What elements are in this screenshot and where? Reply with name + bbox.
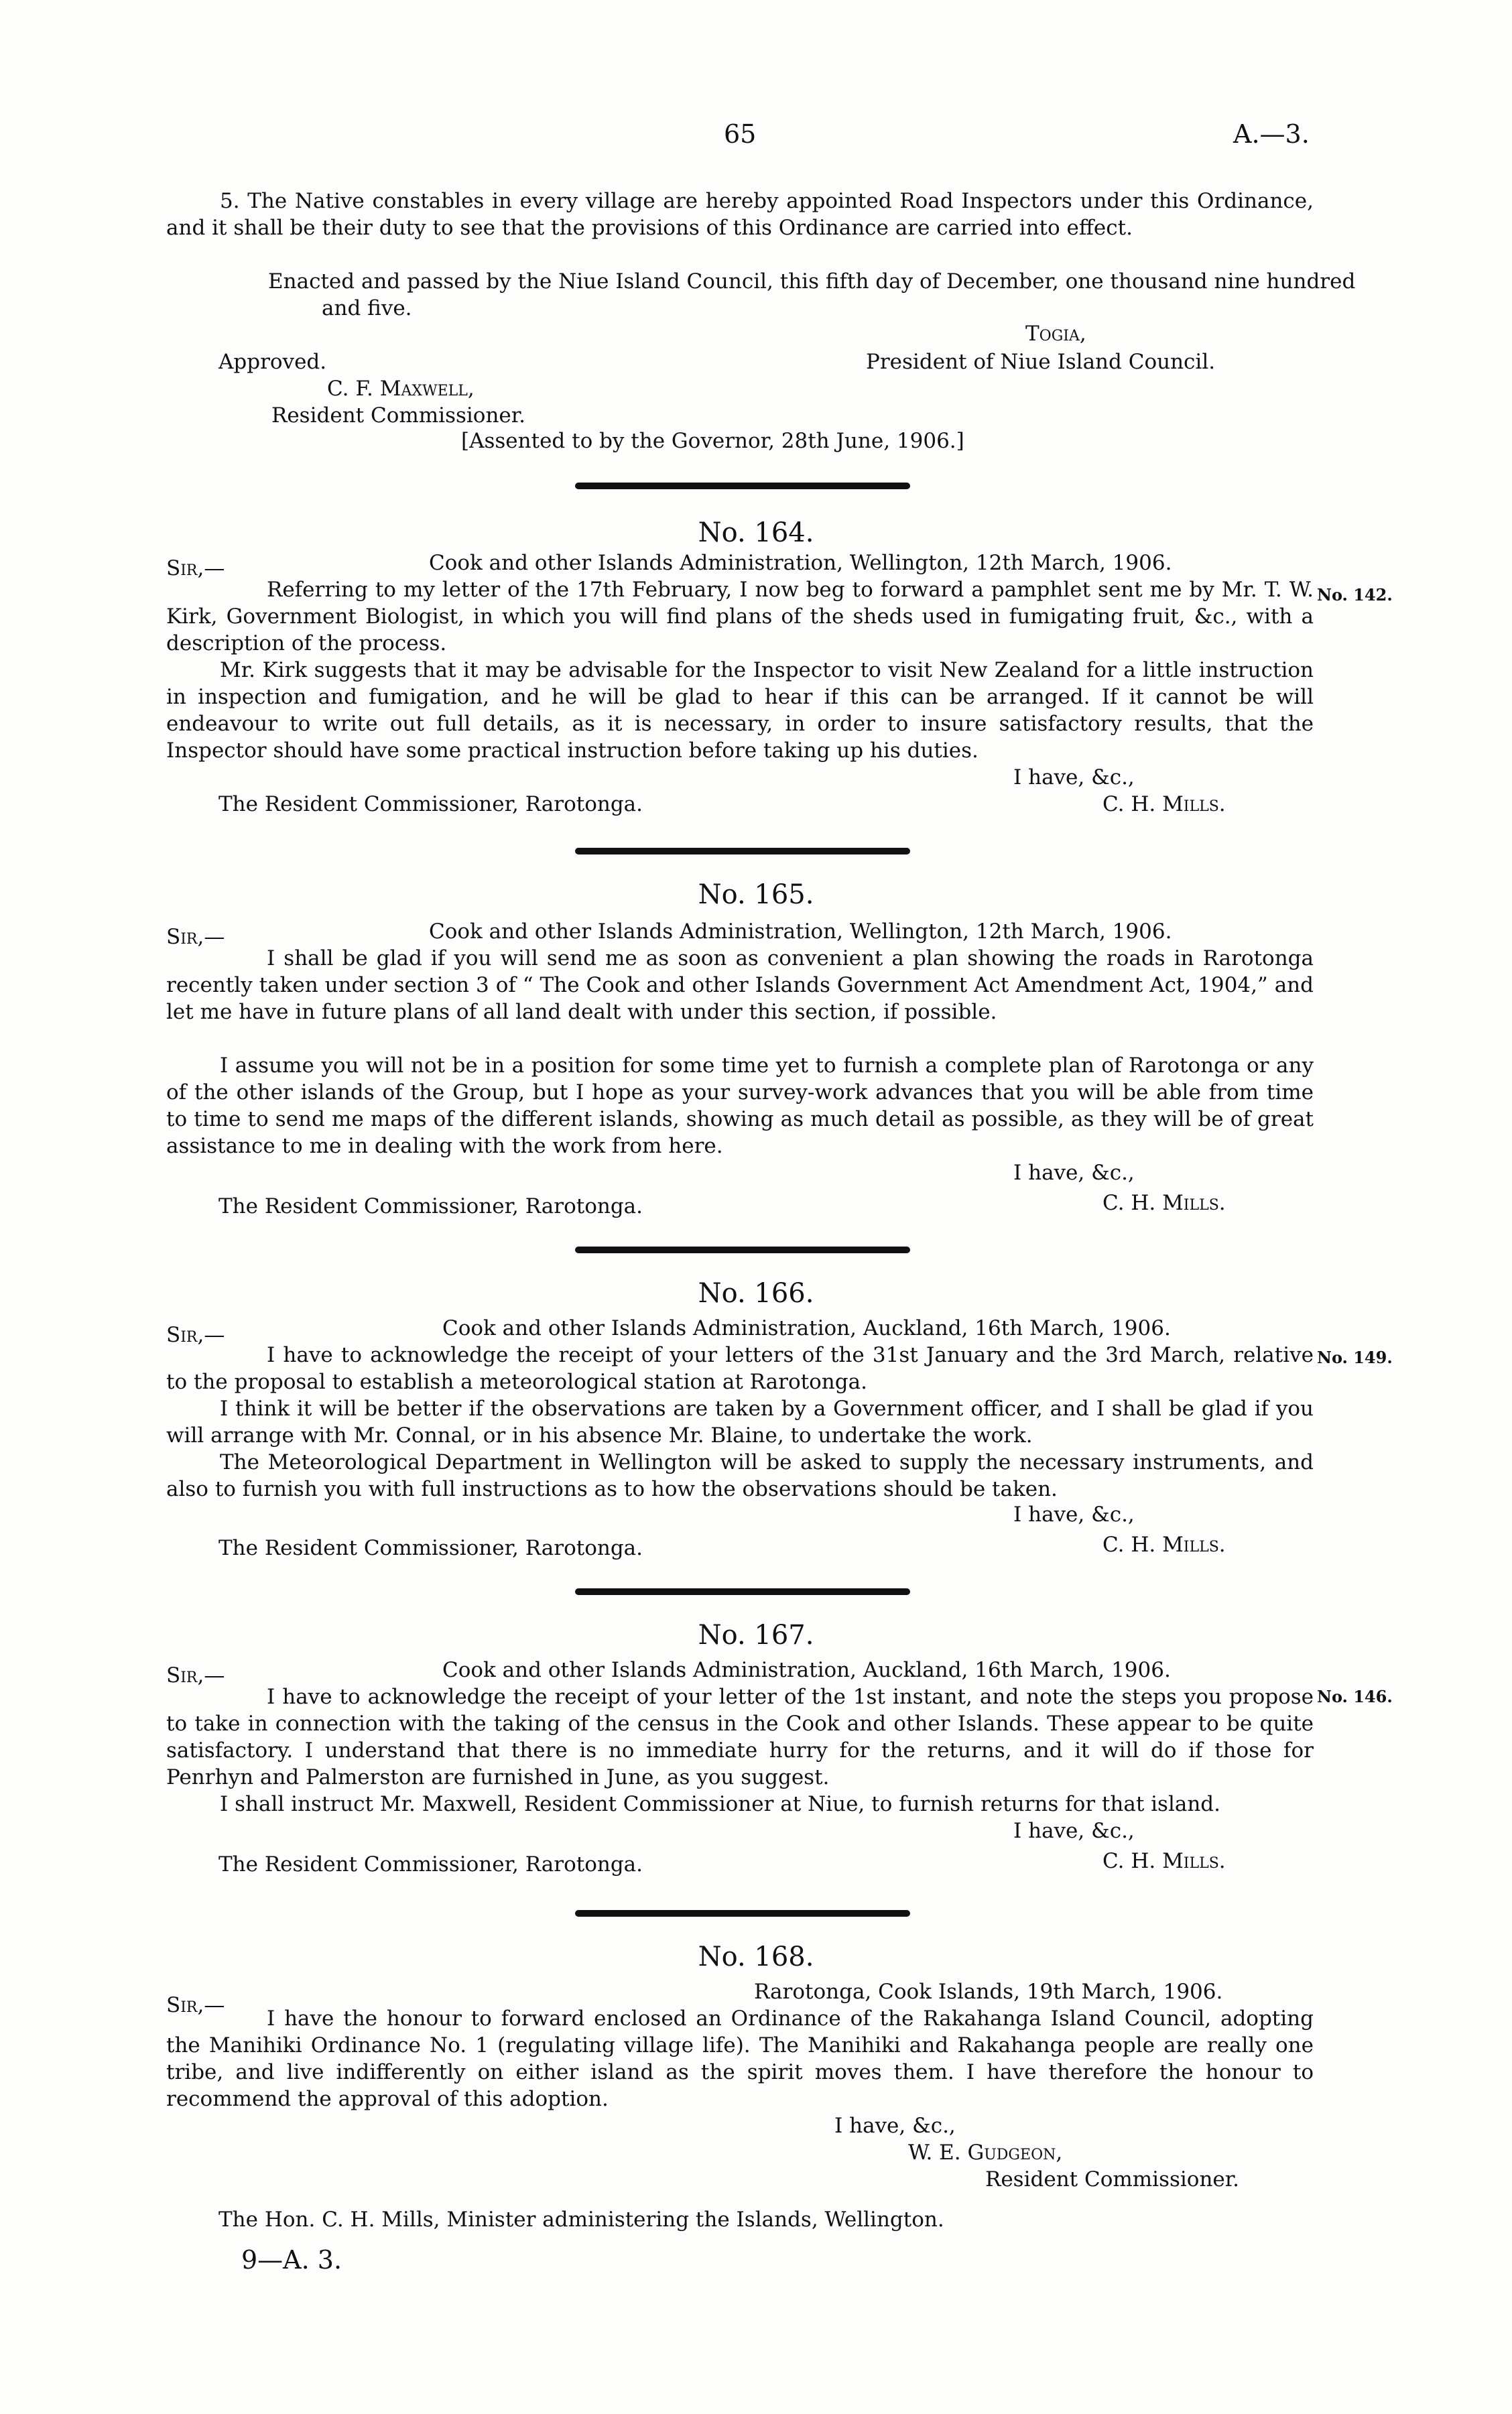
letter-dateline: Rarotonga, Cook Islands, 19th March, 1906. [754,1980,1223,2004]
section-rule [575,483,910,489]
letter-signature: C. H. Mills. [1102,1849,1226,1873]
letter-signature: W. E. Gudgeon, [908,2141,1063,2165]
letter-number: No. 164. [698,517,814,548]
section-rule [575,1588,910,1595]
margin-reference: No. 149. [1317,1348,1393,1367]
letter-closing: I have, &c., [1013,1503,1135,1527]
margin-reference: No. 142. [1317,585,1393,605]
letter-paragraph: The Meteorological Department in Wellington will be asked to supply the necessary instruments, and also to furnish you with full instructions as to how the observations should be taken. [166,1450,1314,1501]
letter-salutation: Sir,— [166,1663,225,1688]
letter-number: No. 166. [698,1278,814,1309]
letter-closing: I have, &c., [834,2114,956,2138]
letter-paragraph: I shall instruct Mr. Maxwell, Resident Commissioner at Niue, to furnish returns for that island. [220,1792,1221,1816]
letter-salutation: Sir,— [166,925,225,949]
letter-dateline: Cook and other Islands Administration, Wellington, 12th March, 1906. [429,551,1172,575]
section-rule [575,848,910,854]
letter-closing: I have, &c., [1013,1161,1135,1185]
section-rule [575,1247,910,1253]
ordinance-approver: C. F. Maxwell, [327,377,475,401]
letter-addressee: The Hon. C. H. Mills, Minister administering the Islands, Wellington. [218,2208,944,2232]
letter-dateline: Cook and other Islands Administration, Auckland, 16th March, 1906. [442,1658,1171,1682]
letter-paragraph: I think it will be better if the observations are taken by a Government officer, and I shall be glad if you will arrange with Mr. Connal, or in his absence Mr. Blaine, to undertake the work. [166,1397,1314,1448]
letter-addressee: The Resident Commissioner, Rarotonga. [218,1536,643,1560]
ordinance-approved: Approved. [218,350,327,374]
margin-reference: No. 146. [1317,1687,1393,1706]
ordinance-approver-title: Resident Commissioner. [271,403,526,428]
letter-signature: C. H. Mills. [1102,792,1226,816]
letter-addressee: The Resident Commissioner, Rarotonga. [218,792,643,816]
signature-mark: 9—A. 3. [241,2245,342,2275]
letter-number: No. 165. [698,879,814,910]
letter-addressee: The Resident Commissioner, Rarotonga. [218,1194,643,1218]
letter-dateline: Cook and other Islands Administration, Wellington, 12th March, 1906. [429,919,1172,944]
letter-signature-title: Resident Commissioner. [985,2167,1240,2191]
ordinance-signer-title: President of Niue Island Council. [866,350,1216,374]
letter-salutation: Sir,— [166,1323,225,1347]
letter-paragraph: Mr. Kirk suggests that it may be advisable for the Inspector to visit New Zealand for a little instruction in inspection and fumigation, and he will be glad to hear if this can be arranged. If it cannot be will endeavour to write out full details, as it is necessary, in order to insure satisfactory results, that the Inspector should have some practical instruction before taking up his duties. [166,658,1314,763]
letter-signature: C. H. Mills. [1102,1191,1226,1215]
letter-paragraph: I shall be glad if you will send me as soon as convenient a plan showing the roads in Rarotonga recently taken under section 3 of “ The Cook and other Islands Government Act Amendment Act, 1904,” and let me have in future plans of all land dealt with under this section, if possible. [166,946,1314,1024]
letter-salutation: Sir,— [166,556,225,580]
document-ref: A.—3. [1233,119,1310,149]
letter-paragraph: I have to acknowledge the receipt of your letter of the 1st instant, and note the steps you propose to take in connection with the taking of the census in the Cook and other Islands. These appear to be quite satisfactory. I understand that there is no immediate hurry for the returns, and it will do if those for Penrhyn and Palmerston are furnished in June, as you suggest. [166,1685,1314,1789]
letter-paragraph: Referring to my letter of the 17th February, I now beg to forward a pamphlet sent me by Mr. T. W. Kirk, Government Biologist, in which you will find plans of the sheds used in fumigating fruit, &c., with a description of the process. [166,578,1314,655]
letter-paragraph: I assume you will not be in a position for some time yet to furnish a complete plan of Rarotonga or any of the other islands of the Group, but I hope as your survey-work advances that you will be able from time to time to send me maps of the different islands, showing as much detail as possible, as they will be of great assistance to me in dealing with the work from here. [166,1054,1314,1158]
ordinance-signer: Togia, [1025,322,1086,346]
letter-salutation: Sir,— [166,1993,225,2017]
letter-signature: C. H. Mills. [1102,1533,1226,1557]
letter-addressee: The Resident Commissioner, Rarotonga. [218,1852,643,1877]
letter-number: No. 168. [698,1942,814,1972]
letter-closing: I have, &c., [1013,1819,1135,1843]
letter-paragraph: I have to acknowledge the receipt of your letters of the 31st January and the 3rd March, relative to the proposal to establish a meteorological station at Rarotonga. [166,1343,1314,1394]
letter-number: No. 167. [698,1620,814,1651]
letter-dateline: Cook and other Islands Administration, Auckland, 16th March, 1906. [442,1316,1171,1340]
letter-paragraph: I have the honour to forward enclosed an Ordinance of the Rakahanga Island Council, adopting the Manihiki Ordinance No. 1 (regulating village life). The Manihiki and Rakahanga people are really one tribe, and live indifferently on either island as the spirit moves them. I have therefore the honour to recommend the approval of this adoption. [166,2007,1314,2111]
section-rule [575,1910,910,1917]
letter-closing: I have, &c., [1013,765,1135,789]
ordinance-enacted: Enacted and passed by the Niue Island Council, this fifth day of December, one thousand nine hundred and five. [268,269,1356,320]
ordinance-assent: [Assented to by the Governor, 28th June, 1906.] [461,429,964,453]
page-number: 65 [724,119,757,149]
ordinance-clause-5: 5. The Native constables in every village are hereby appointed Road Inspectors under this Ordinance, and it shall be their duty to see that the provisions of this Ordinance are carried into effect. [166,189,1314,240]
